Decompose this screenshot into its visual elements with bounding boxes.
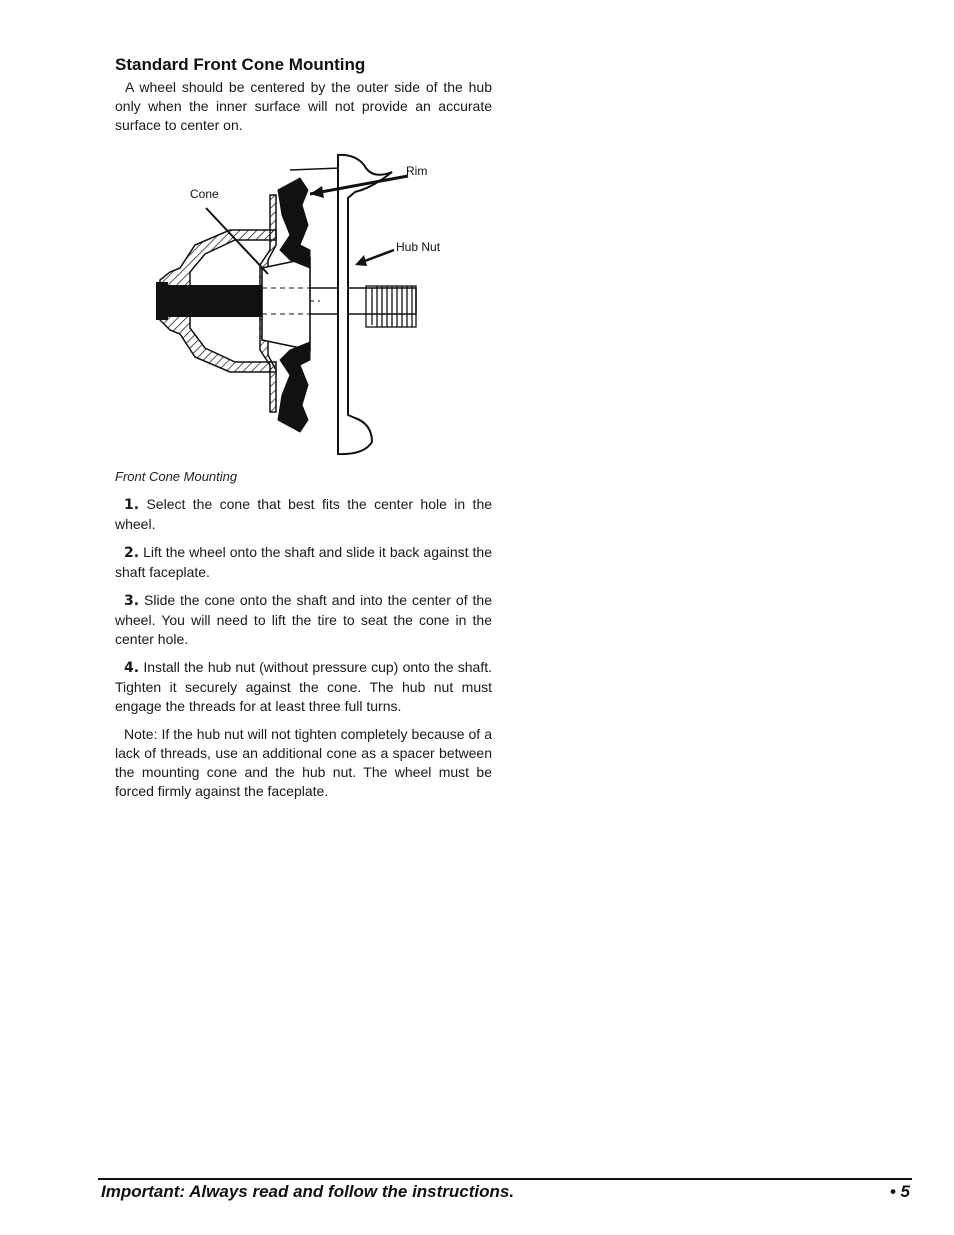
step-number: 4. (124, 660, 140, 676)
section-title: Standard Front Cone Mounting (115, 55, 366, 74)
note-paragraph: Note: If the hub nut will not tighten completely because of a lack of threads, use an additional cone as a spacer between the mounting cone and the hub nut. The wheel must be forced firmly against the faceplate. (115, 726, 492, 799)
page-number: • 5 (889, 1182, 910, 1201)
step-text: Slide the cone onto the shaft and into the center of the wheel. You will need to lift the tire to seat the cone in the center hole. (115, 592, 493, 647)
step-text: Select the cone that best fits the center hole in the wheel. (115, 496, 493, 532)
hub-nut-label: Hub Nut (396, 240, 441, 254)
steps-list (115, 495, 492, 810)
front-cone-mounting-diagram (150, 150, 450, 462)
cone (262, 258, 310, 350)
step-number: 2. (124, 545, 140, 561)
step-text: Lift the wheel onto the shaft and slide it back against the shaft faceplate. (115, 544, 493, 580)
cone-label: Cone (190, 187, 219, 201)
intro-paragraph: A wheel should be centered by the outer side of the hub only when the inner surface will not provide an accurate surface to center on. (115, 79, 492, 133)
rim-label: Rim (406, 164, 428, 178)
footer-notice: Important: Always read and follow the instructions. (101, 1182, 515, 1201)
step-number: 1. (124, 497, 140, 513)
step-2 (115, 543, 492, 582)
figure-caption: Front Cone Mounting (115, 469, 238, 484)
step-4 (115, 658, 492, 716)
step-number: 3. (124, 593, 140, 609)
footer-divider (98, 1178, 912, 1180)
step-3 (115, 591, 492, 649)
intro-section (115, 55, 492, 144)
step-text: Install the hub nut (without pressure cup) onto the shaft. Tighten it securely against the cone. The hub nut must engage the threads for at least three full turns. (115, 659, 492, 714)
step-1 (115, 495, 492, 534)
